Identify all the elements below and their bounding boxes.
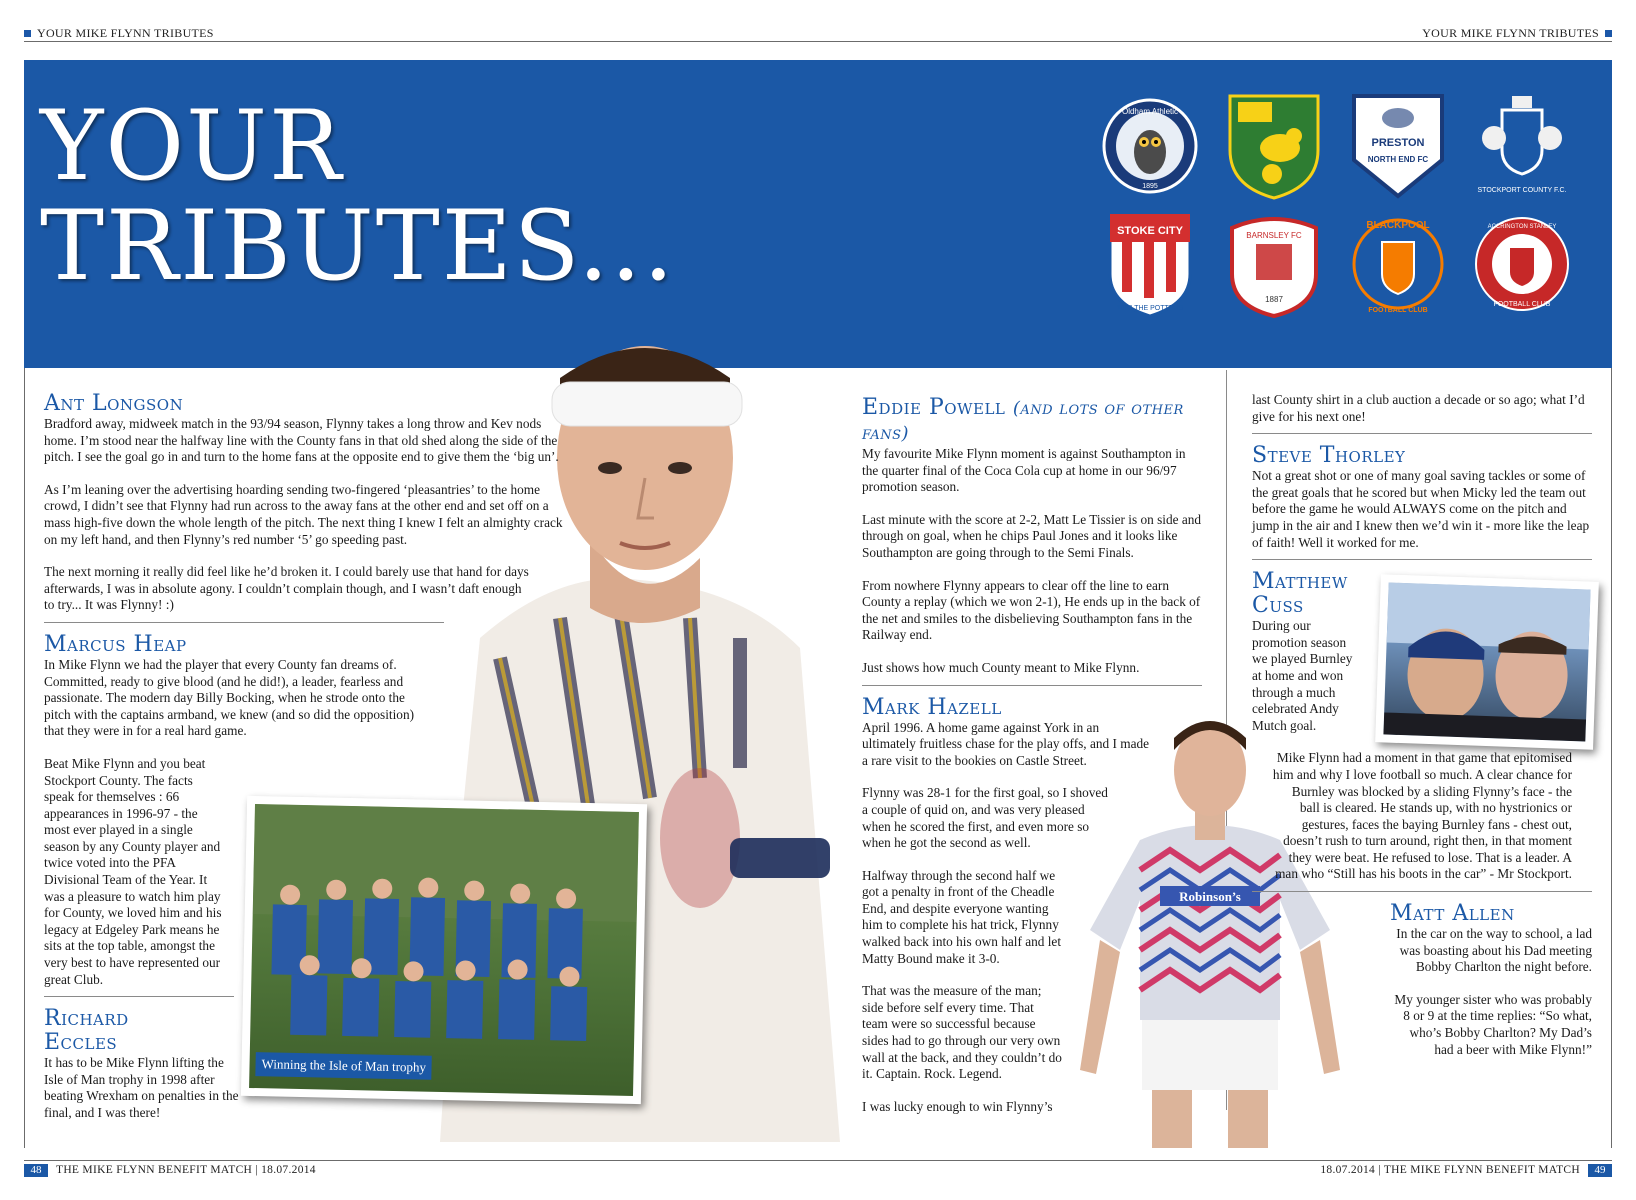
running-header [24,26,1612,42]
stockport-county-crest-icon [1472,90,1572,202]
page-number: 48 [24,1164,48,1177]
fans-photo-image [1383,583,1590,742]
svg-text:BARNSLEY FC: BARNSLEY FC [1246,231,1302,240]
tribute-author: Eddie Powell (and lots of other [862,395,1184,420]
section-rule [44,622,444,623]
norwich-city-crest-icon [1224,90,1324,202]
square-bullet-icon [24,30,31,37]
tribute-body: Not a great shot or one of many goal saving tackles or some of the great goals that he scored but when Micky led the team out before the game he would ALWAYS come on the pitch and jump in the air and I knew then we’d win it - more like the leap of faith! Well it worked for me. [1252,468,1590,550]
svg-text:1895: 1895 [1142,183,1158,190]
tribute-author: Matthew [1252,569,1348,595]
tribute-body: Bradford away, midweek match in the 93/94 season, Flynny takes a long throw and Kev nods home. I’m stood near the halfway line with the County fans in that old shed along the side of the pitch. I see the goal go in and turn to the home fans at the opposite end to give them the ‘big un’. As I’m leaning over the advertising hoarding sending two-fingered ‘pleasantries’ to the home crowd, I didn’t see that Flynny had run across to the away fans at the other end and set off on a mass high-five down the whole length of the pitch. The next thing I knew I felt an almighty crack on my left hand, and then Flynny’s red number ‘5’ go speeding past. The next morning it really did feel like he’d broken it. I could barely use that hand for days afterwards, I was in absolute agony. I couldn’t complain though, and I wasn’t daft enough to try... It was Flynny! :) [44,416,563,613]
tribute-body: In Mike Flynn we had the player that every County fan dreams of. Committed, ready to give blood (and he did!), a leader, fearless and passionate. The modern day Billy Bocking, when he strode onto the pitch with the captains armband, we knew (and so did the opposition) that they were in for a real hard game. Beat Mike Flynn and you beat Stockport County. The facts speak for themselves : 66 appearances in 1996-97 - the most ever played in a single season by any County player and twice voted into the PFA Divisional Team of the Year. It was a pleasure to watch him play for County, we loved him and his legacy at Edgeley Park means he sits at the top table, amongst the very best to have represented our great Club. [44,656,415,987]
svg-text:Robinson’s: Robinson’s [1179,889,1241,904]
fans-photo [1375,574,1599,750]
team-photo [241,796,647,1104]
running-footer [24,1160,1612,1178]
section-rule [1252,891,1592,892]
tribute-author: Steve Thorley [1252,443,1406,469]
svg-text:Oldham Athletic: Oldham Athletic [1121,107,1179,116]
svg-text:STOKE CITY: STOKE CITY [1117,225,1183,237]
page-title: YOUR TRIBUTES... [40,90,676,302]
tribute-author: Ant Longson [44,391,184,416]
svg-text:1863 THE POTTERS: 1863 THE POTTERS [1116,305,1184,312]
oldham-athletic-crest-icon [1100,90,1200,202]
tribute-author: Matt Allen [1390,901,1515,927]
section-rule [862,685,1202,686]
tribute-author: Cuss [1252,593,1304,619]
tribute-body: In the car on the way to school, a lad was boasting about his Dad meeting Bobby Charlton the night before. My younger sister who was probably 8 or 9 at the time replies: “So what, who’s Bobby Charlton? My Dad’s had a beer with Mike Flynn!” [1394,926,1592,1057]
tribute-body: It has to be Mike Flynn lifting the Isle of Man trophy in 1998 after beating Wrexham on penalties in the final, and I was there! [44,1055,239,1120]
tribute-body: My favourite Mike Flynn moment is against Southampton in the quarter final of the Coca Cola cup at home in our 96/97 promotion season. Last minute with the score at 2-2, Matt Le Tissier is on side and through on goal, when he chips Paul Jones and it looks like Southampton are going through to the Semi Finals. From nowhere Flynny appears to clear off the line to earn County a replay (which we won 2-1), He ends up in the back of the net and smiles to the disbelieving Southampton fans in the Railway end. Just shows how much County meant to Mike Flynn. [862,446,1202,675]
footer-title: 18.07.2014 | THE MIKE FLYNN BENEFIT MATCH [1320,1164,1580,1176]
tribute-author-note: fans) [862,423,910,444]
team-photo-image [249,804,639,1096]
section-rule [44,996,234,997]
section-rule [1252,559,1592,560]
accrington-stanley-crest-icon [1472,208,1572,320]
tribute-author: Richard [44,1006,129,1032]
tribute-body: April 1996. A home game against York in an ultimately fruitless chase for the play offs, and I made a rare visit to the bookies on Castle Street. Flynny was 28-1 for the first goal, so I shoved a couple of quid on, and was very pleased when he scored the first, and even more so when he got the second as well. Halfway through the second half we got a penalty in front of the Cheadle End, and despite everyone wanting him to complete his hat trick, Flynny walked back into his own half and let Matty Bound make it 3-0. That was the measure of the man; side before self every time. That team were so successful because sides had to go through our very own wall at the back, and they couldn’t do it. Captain. Rock. Legend. I was lucky enough to win Flynny’s [862,719,1150,1114]
photo-caption: Winning the Isle of Man trophy [255,1052,432,1080]
preston-north-end-crest-icon [1348,90,1448,202]
barnsley-fc-crest-icon [1224,208,1324,320]
svg-text:ACCRINGTON STANLEY: ACCRINGTON STANLEY [1487,224,1557,230]
square-bullet-icon [1605,30,1612,37]
svg-text:BLACKPOOL: BLACKPOOL [1366,220,1430,231]
tribute-author: Mark Hazell [862,694,1002,720]
svg-text:1887: 1887 [1265,295,1283,304]
club-crests [1100,90,1600,340]
header-right: YOUR MIKE FLYNN TRIBUTES [1422,26,1612,41]
svg-text:FOOTBALL CLUB: FOOTBALL CLUB [1493,301,1551,308]
svg-text:PRESTON: PRESTON [1371,137,1425,149]
page-number: 49 [1588,1164,1612,1177]
svg-text:NORTH END FC: NORTH END FC [1367,155,1429,164]
footer-title: THE MIKE FLYNN BENEFIT MATCH | 18.07.2014 [56,1164,316,1176]
svg-text:STOCKPORT COUNTY F.C.: STOCKPORT COUNTY F.C. [1477,187,1567,194]
tribute-body: During our promotion season we played Burnley at home and won through a much celebrated Andy Mutch goal. Mike Flynn had a moment in that game that epitomised him and why I love football so much. A clear chance for Burnley was blocked by a sliding Flynny’s face - the ball is cleared. He stands up, with no hystrionics or gestures, faces the baying Burnley fans - chest out, doesn’t rush to turn around, right then, in that moment they were beat. He refused to lose. That is a leader. A man who “Still has his boots in the car” - Mr Stockport. [1252,618,1572,882]
tribute-author: Eccles [44,1030,118,1056]
tribute-body-continued: last County shirt in a club auction a decade or so ago; what I’d give for his next one! [1252,392,1585,424]
header-left: YOUR MIKE FLYNN TRIBUTES [24,26,214,41]
blackpool-fc-crest-icon [1348,208,1448,320]
tribute-author: Marcus Heap [44,631,187,657]
section-rule [1252,433,1592,434]
svg-text:FOOTBALL CLUB: FOOTBALL CLUB [1368,307,1428,314]
stoke-city-crest-icon [1100,208,1200,320]
